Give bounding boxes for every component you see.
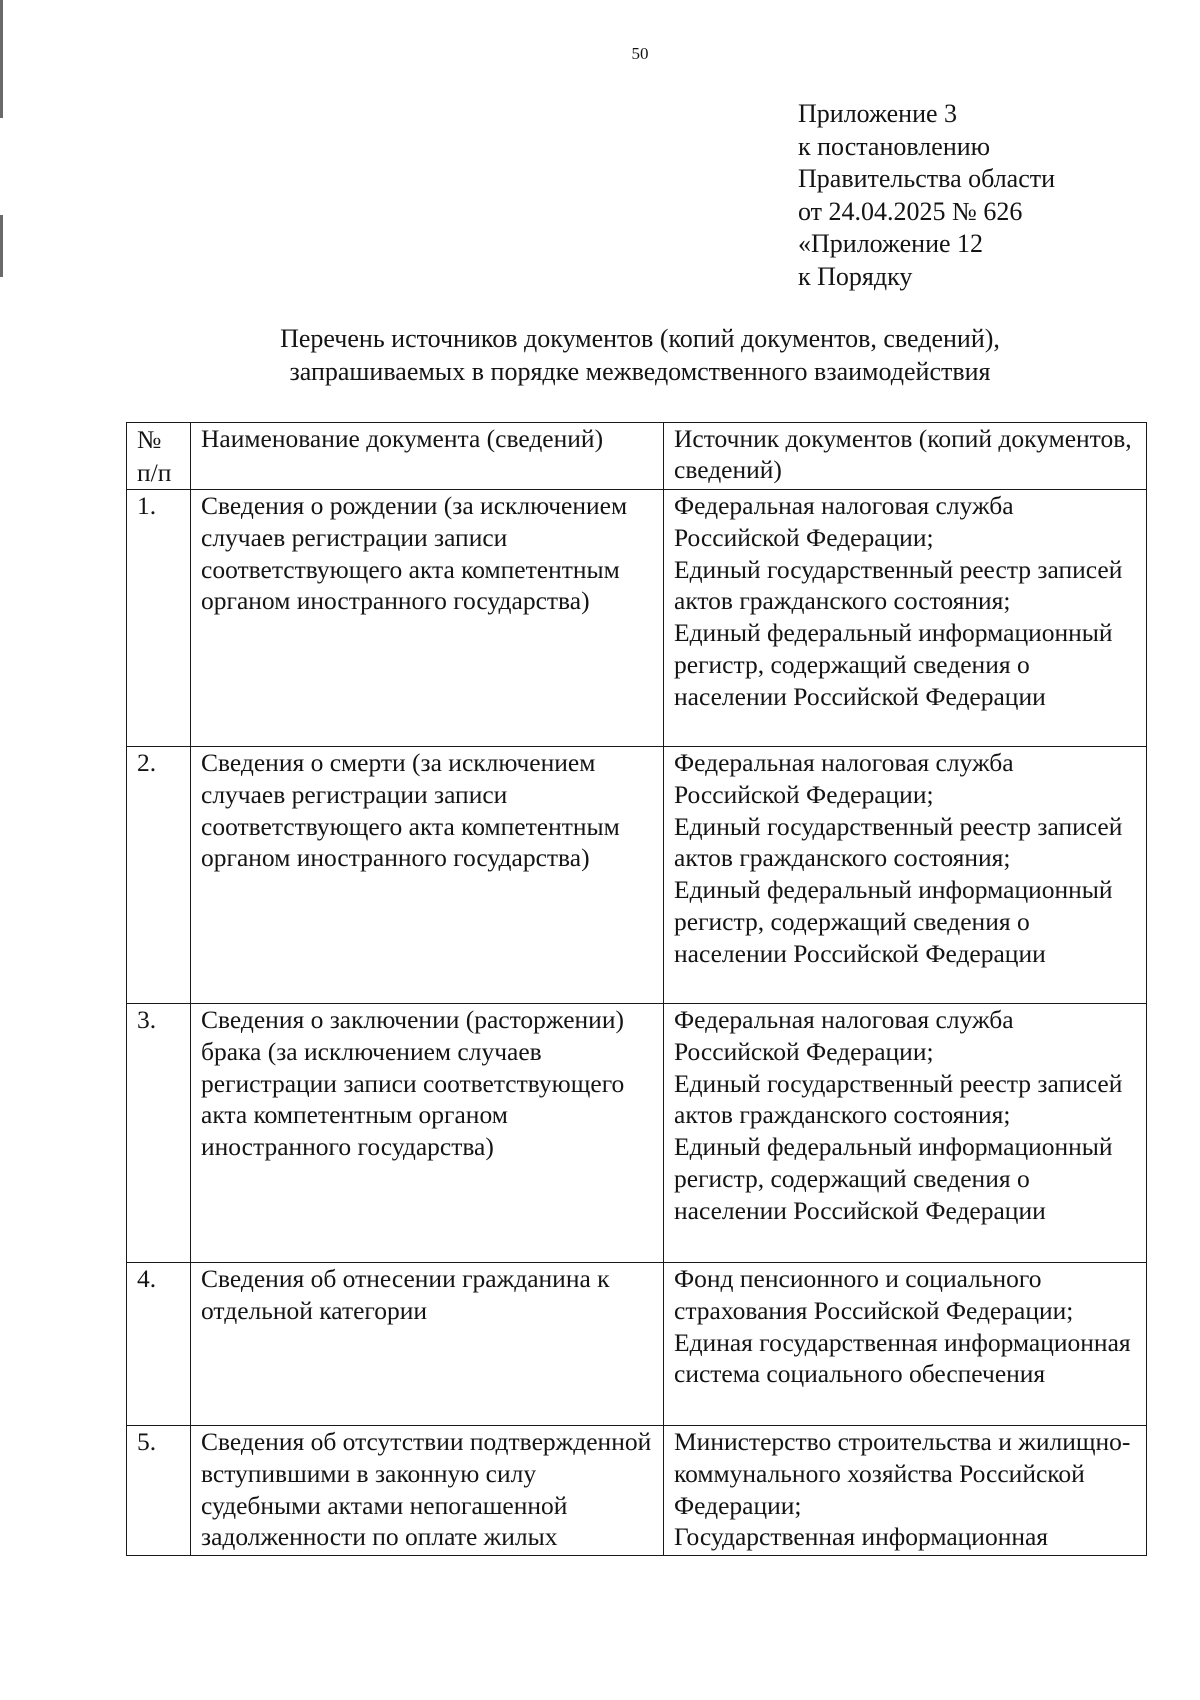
appendix-line: к постановлению (798, 131, 991, 161)
appendix-line: Приложение 3 (798, 99, 958, 128)
source-item: Единый государственный реестр записей актов гражданского состояния; (674, 1068, 1123, 1130)
document-title-line: запрашиваемых в порядке межведомственного взаимодействия (289, 357, 991, 386)
document-title (120, 322, 1160, 388)
table-row (127, 490, 1147, 747)
source-item: Федеральная налоговая служба Российской Федерации; (674, 1005, 1014, 1066)
page-number: 50 (631, 44, 649, 63)
row-sources (664, 1426, 1147, 1556)
source-item: Федеральная налоговая служба Российской Федерации; (674, 491, 1014, 552)
row-document-name: Сведения о заключении (расторжении) брака (за исключением случаев регистрации записи соответствующего акта компетентным органом иностранного государства) (191, 1004, 664, 1263)
source-item: Единый федеральный информационный регистр, содержащий сведения о населении Российской Федерации (674, 618, 1113, 711)
scan-edge-mark-lower (0, 215, 3, 277)
source-item: Федеральная налоговая служба Российской Федерации; (674, 748, 1014, 809)
appendix-line: Правительства области (798, 164, 1056, 193)
row-sources (664, 747, 1147, 1004)
appendix-line: «Приложение 12 (798, 229, 984, 258)
row-document-name: Сведения об отсутствии подтвержденной вступившими в законную силу судебными актами непогашенной задолженности по оплате жилых (191, 1426, 664, 1556)
header-source: Источник документов (копий документов, сведений) (664, 423, 1147, 490)
row-document-name: Сведения о рождении (за исключением случаев регистрации записи соответствующего акта компетентным органом иностранного государства) (191, 490, 664, 747)
sources-table (126, 422, 1147, 1556)
source-item: Министерство строительства и жилищно-коммунального хозяйства Российской Федерации; (674, 1427, 1131, 1520)
row-document-name: Сведения об отнесении гражданина к отдельной категории (191, 1263, 664, 1426)
table-row (127, 1426, 1147, 1556)
appendix-line: к Порядку (798, 261, 913, 291)
header-document-name: Наименование документа (сведений) (191, 423, 664, 490)
source-item: Фонд пенсионного и социального страхования Российской Федерации; (674, 1264, 1074, 1325)
table-row (127, 747, 1147, 1004)
document-title-line: Перечень источников документов (копий документов, сведений), (280, 324, 1000, 353)
row-number: 3. (127, 1004, 191, 1263)
row-document-name: Сведения о смерти (за исключением случаев регистрации записи соответствующего акта компетентным органом иностранного государства) (191, 747, 664, 1004)
row-sources (664, 490, 1147, 747)
source-item: Единая государственная информационная система социального обеспечения (674, 1327, 1131, 1389)
row-sources (664, 1004, 1147, 1263)
row-number: 4. (127, 1263, 191, 1426)
source-item: Единый государственный реестр записей актов гражданского состояния; (674, 554, 1123, 616)
source-item: Государственная информационная (674, 1522, 1049, 1552)
row-number: 5. (127, 1426, 191, 1556)
source-item: Единый государственный реестр записей актов гражданского состояния; (674, 811, 1123, 873)
appendix-header (798, 98, 1055, 293)
table-row (127, 1004, 1147, 1263)
row-number: 2. (127, 747, 191, 1004)
table-row (127, 1263, 1147, 1426)
row-sources (664, 1263, 1147, 1426)
row-number: 1. (127, 490, 191, 747)
header-number: № п/п (127, 423, 191, 490)
source-item: Единый федеральный информационный регистр, содержащий сведения о населении Российской Федерации (674, 1132, 1113, 1225)
table-header-row (127, 423, 1147, 490)
appendix-line: от 24.04.2025 № 626 (798, 196, 1023, 226)
source-item: Единый федеральный информационный регистр, содержащий сведения о населении Российской Федерации (674, 875, 1113, 968)
